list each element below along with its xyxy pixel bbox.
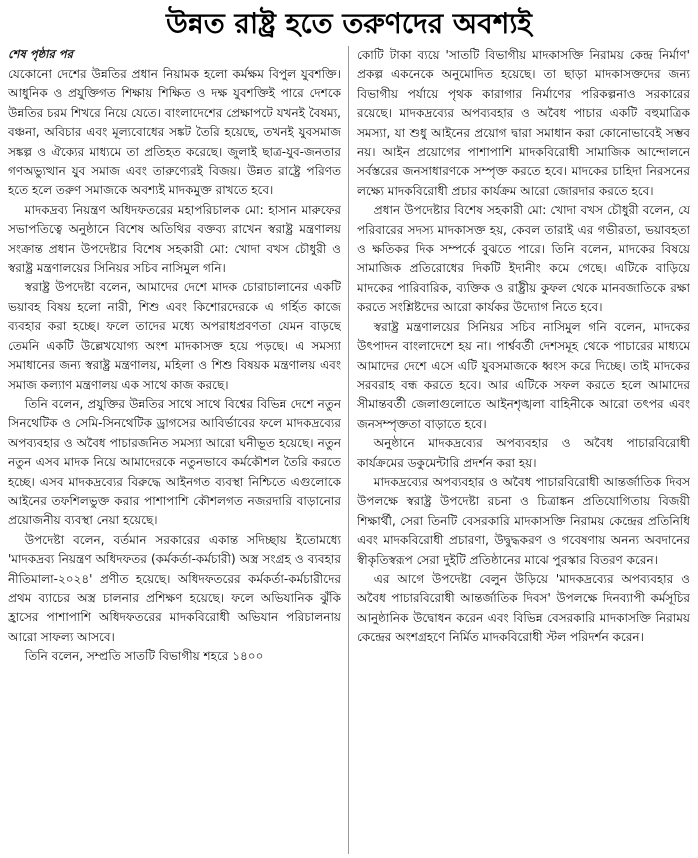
paragraph: উপদেষ্টা বলেন, বর্তমান সরকারের একান্ত সদিচ্ছায় ইতোমধ্যে 'মাদকদ্রব্য নিয়ন্ত্রণ অধিদফতর (কর্মকর্তা-কর্মচারী) অস্ত্র সংগ্রহ ও ব্যবহার নীতিমালা-২০২৪' প্রণীত হয়েছে। অধিদফতরের কর্মকর্তা-কর্মচারীদের প্রথম ব্যাচের অস্ত্র চালনার প্রশিক্ষণ হয়েছে। ফলে অভিযানিক ঝুঁকি হ্রাসের পাশাপাশি অধিদফতরের মাদকবিরোধী অভিযান পরিচালনায় আরো সাফল্য আসবে।: [8, 532, 341, 644]
paragraph: যেকোনো দেশের উন্নতির প্রধান নিয়ামক হলো কর্মক্ষম বিপুল যুবশক্তি। আধুনিক ও প্রযুক্তিগত শিক্ষায় শিক্ষিত ও দক্ষ যুবশক্তিই পারে দেশকে উন্নতির চরম শিখরে নিয়ে যেতে। বাংলাদেশের প্রেক্ষাপটে যখনই বৈষম্য, বঞ্চনা, অবিচার এবং মূল্যবোধের সঙ্কট তৈরি হয়েছে, তখনই যুবসমাজ সঙ্কল্প ও ঐক্যের মাধ্যমে তা প্রতিহত করেছে। জুলাই ছাত্র-যুব-জনতার গণঅভ্যুত্থান যুব সমাজ এবং তারুণ্যেরই বিজয়। উন্নত রাষ্ট্রে পরিণত হতে হলে তরুণ সমাজকে অবশ্যই মাদকমুক্ত রাখতে হবে।: [8, 67, 341, 198]
paragraph: তিনি বলেন, প্রযুক্তির উন্নতির সাথে সাথে বিশ্বের বিভিন্ন দেশে নতুন সিনথেটিক ও সেমি-সিনথেটিক ড্রাগসের আবির্ভাবের ফলে মাদকদ্রব্যের অপব্যবহার ও অবৈধ পাচারজনিত সমস্যা আরো ঘনীভূত হয়েছে। নতুন নতুন এসব মাদক নিয়ে আমাদেরকে নতুনভাবে কর্মকৌশল তৈরি করতে হচ্ছে। এসব মাদকদ্রব্যের বিরুদ্ধে আইনগত ব্যবস্থা নিশ্চিতে এগুলোকে আইনের তফশিলভুক্ত করার পাশাপাশি কৌশলগত নজরদারি বাড়ানোর প্রয়োজনীয় ব্যবস্থা নেয়া হয়েছে।: [8, 396, 341, 528]
paragraph: মাদকদ্রব্যের অপব্যবহার ও অবৈধ পাচারবিরোধী আন্তর্জাতিক দিবস উপলক্ষে স্বরাষ্ট্র উপদেষ্টা রচনা ও চিত্রাঙ্কন প্রতিযোগিতায় বিজয়ী শিক্ষার্থী, সেরা তিনটি বেসরকারি মাদকাসক্তি নিরাময় কেন্দ্রের প্রতিনিধি এবং মাদকবিরোধী প্রচারণা, উদ্বুদ্ধকরণ ও গবেষণায় অনন্য অবদানের স্বীকৃতিস্বরূপ সেরা দুইটি প্রতিষ্ঠানের মাঝে পুরস্কার বিতরণ করেন।: [357, 474, 690, 567]
article-body: [8, 46, 690, 854]
left-column: [8, 46, 341, 854]
paragraph: স্বরাষ্ট্র মন্ত্রণালয়ের সিনিয়র সচিব নাসিমুল গনি বলেন, মাদকের উৎপাদন বাংলাদেশে হয় না। পার্শ্ববর্তী দেশসমূহ থেকে পাচারের মাধ্যমে আমাদের দেশে এসে এটি যুবসমাজকে ধ্বংস করে দিচ্ছে। তাই মাদকের সরবরাহ বন্ধ করতে হবে। আর এটিকে সফল করতে হলে আমাদের সীমান্তবর্তী জেলাগুলোতে আইনশৃঙ্খলা বাহিনীকে আরো তৎপর এবং জনসম্পৃক্ততা বাড়াতে হবে।: [357, 319, 690, 431]
paragraph: এর আগে উপদেষ্টা বেলুন উড়িয়ে 'মাদকদ্রব্যের অপব্যবহার ও অবৈধ পাচারবিরোধী আন্তর্জাতিক দিবস' উপলক্ষে দিনব্যাপী কর্মসূচির আনুষ্ঠানিক উদ্বোধন করেন এবং বিভিন্ন বেসরকারি মাদকাসক্তি নিরাময় কেন্দ্রের অংশগ্রহণে নির্মিত মাদকবিরোধী স্টল পরিদর্শন করেন।: [357, 571, 690, 645]
paragraph: স্বরাষ্ট্র উপদেষ্টা বলেন, আমাদের দেশে মাদক চোরাচালানের একটি ভয়াবহ বিষয় হলো নারী, শিশু এবং কিশোরদেরকে এ গর্হিত কাজে ব্যবহার করা হচ্ছে। ফলে তাদের মধ্যে অপরাধপ্রবণতা যেমন বাড়ছে তেমনি একটি উল্লেখযোগ্য অংশ মাদকাসক্ত হয়ে পড়ছে। এ সমস্যা সমাধানের জন্য স্বরাষ্ট্র মন্ত্রণালয়, মহিলা ও শিশু বিষয়ক মন্ত্রণালয় এবং সমাজ কল্যাণ মন্ত্রণালয় এক সাথে কাজ করছে।: [8, 280, 341, 392]
right-column: [357, 46, 690, 854]
paragraph: অনুষ্ঠানে মাদকদ্রব্যের অপব্যবহার ও অবৈধ পাচারবিরোধী কার্যক্রমের ডকুমেন্টারি প্রদর্শন করা হয়।: [357, 436, 690, 470]
paragraph: প্রধান উপদেষ্টার বিশেষ সহকারী মো: খোদা বখস চৌধুরী বলেন, যে পরিবারের সদস্য মাদকাসক্ত হয়, কেবল তারাই এর গভীরতা, ভয়াবহতা ও ক্ষতিকর দিক সম্পর্কে বুঝতে পারে। তিনি বলেন, মাদকের বিষয়ে সামাজিক প্রতিরোধের দিকটি ইদানীং কমে গেছে। এটিকে বাড়িয়ে মাদকের পারিবারিক, ব্যক্তিক ও রাষ্ট্রীয় কুফল থেকে মানবজাতিকে রক্ষা করতে সংশ্লিষ্টদের আরো কার্যকর উদ্যোগ নিতে হবে।: [357, 203, 690, 315]
paragraph: মাদকদ্রব্য নিয়ন্ত্রণ অধিদফতরের মহাপরিচালক মো: হাসান মারুফের সভাপতিত্বে অনুষ্ঠানে বিশেষ অতিথির বক্তব্য রাখেন স্বরাষ্ট্র মন্ত্রণালয় সংক্রান্ত প্রধান উপদেষ্টার বিশেষ সহকারী মো: খোদা বখস চৌধুরী ও স্বরাষ্ট্র মন্ত্রণালয়ের সিনিয়র সচিব নাসিমুল গনি।: [8, 202, 341, 276]
paragraph: কোটি টাকা ব্যয়ে 'সাতটি বিভাগীয় মাদকাসক্তি নিরাময় কেন্দ্র নির্মাণ' প্রকল্প একনেকে অনুমোদিত হয়েছে। তা ছাড়া মাদকাসক্তদের জন্য বিভাগীয় পর্যায়ে পৃথক কারাগার নির্মাণের পরিকল্পনাও সরকারের রয়েছে। মাদকদ্রব্যের অপব্যবহার ও অবৈধ পাচার একটি বহুমাত্রিক সমস্যা, যা শুধু আইনের প্রয়োগ দ্বারা সমাধান করা কোনোভাবেই সম্ভব নয়। আইন প্রয়োগের পাশাপাশি মাদকবিরোধী সামাজিক আন্দোলনে সর্বস্তরের জনসাধারণকে সম্পৃক্ত করতে হবে। মাদকের চাহিদা নিরসনের লক্ষ্যে মাদকবিরোধী প্রচার কার্যক্রম আরো জোরদার করতে হবে।: [357, 48, 690, 198]
headline: উন্নত রাষ্ট্র হতে তরুণদের অবশ্যই: [166, 7, 532, 40]
paragraph: তিনি বলেন, সম্প্রতি সাতটি বিভাগীয় শহরে ১৪০০: [24, 649, 264, 664]
dateline: শেষ পৃষ্ঠার পর: [8, 47, 73, 61]
column-divider: [348, 46, 349, 854]
